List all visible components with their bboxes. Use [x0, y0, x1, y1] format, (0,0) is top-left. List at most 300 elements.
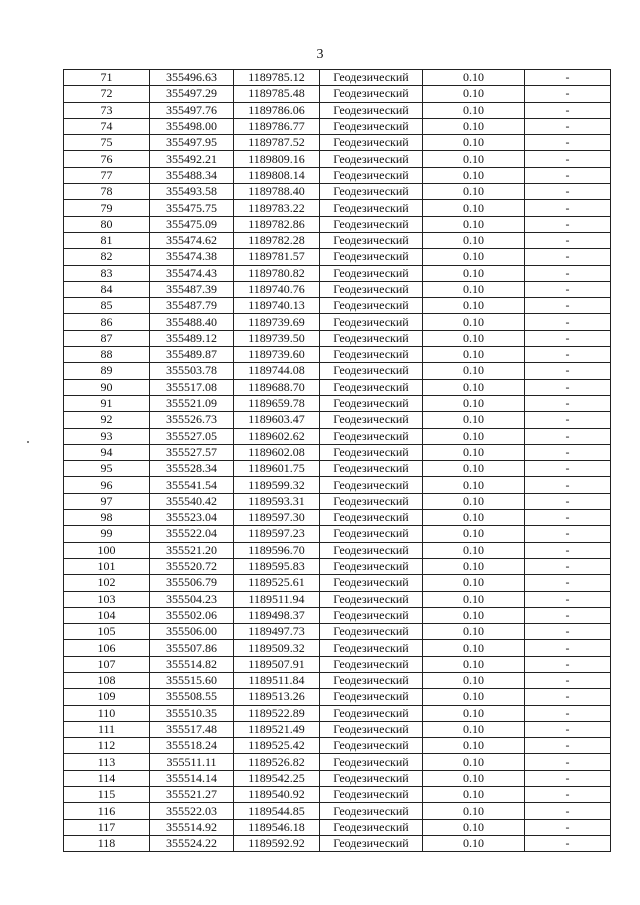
- y-coordinate-cell: 1189542.25: [234, 770, 320, 786]
- description-cell: -: [525, 281, 611, 297]
- method-cell: Геодезический: [320, 86, 423, 102]
- method-cell: Геодезический: [320, 118, 423, 134]
- accuracy-cell: 0.10: [423, 265, 525, 281]
- x-coordinate-cell: 355515.60: [150, 672, 234, 688]
- accuracy-cell: 0.10: [423, 477, 525, 493]
- y-coordinate-cell: 1189785.12: [234, 70, 320, 86]
- accuracy-cell: 0.10: [423, 656, 525, 672]
- description-cell: -: [525, 167, 611, 183]
- accuracy-cell: 0.10: [423, 184, 525, 200]
- description-cell: -: [525, 624, 611, 640]
- y-coordinate-cell: 1189783.22: [234, 200, 320, 216]
- table-row: [64, 526, 611, 542]
- point-number-cell: 88: [64, 347, 150, 363]
- y-coordinate-cell: 1189739.69: [234, 314, 320, 330]
- x-coordinate-cell: 355503.78: [150, 363, 234, 379]
- table-row: [64, 461, 611, 477]
- y-coordinate-cell: 1189809.16: [234, 151, 320, 167]
- y-coordinate-cell: 1189521.49: [234, 721, 320, 737]
- x-coordinate-cell: 355474.38: [150, 249, 234, 265]
- point-number-cell: 100: [64, 542, 150, 558]
- table-row: [64, 347, 611, 363]
- x-coordinate-cell: 355498.00: [150, 118, 234, 134]
- accuracy-cell: 0.10: [423, 803, 525, 819]
- y-coordinate-cell: 1189740.13: [234, 298, 320, 314]
- y-coordinate-cell: 1189739.60: [234, 347, 320, 363]
- y-coordinate-cell: 1189740.76: [234, 281, 320, 297]
- table-row: [64, 705, 611, 721]
- x-coordinate-cell: 355497.95: [150, 135, 234, 151]
- point-number-cell: 107: [64, 656, 150, 672]
- method-cell: Геодезический: [320, 135, 423, 151]
- x-coordinate-cell: 355475.09: [150, 216, 234, 232]
- table-row: [64, 200, 611, 216]
- description-cell: -: [525, 607, 611, 623]
- point-number-cell: 73: [64, 102, 150, 118]
- accuracy-cell: 0.10: [423, 640, 525, 656]
- point-number-cell: 86: [64, 314, 150, 330]
- accuracy-cell: 0.10: [423, 428, 525, 444]
- accuracy-cell: 0.10: [423, 526, 525, 542]
- table-row: [64, 542, 611, 558]
- accuracy-cell: 0.10: [423, 607, 525, 623]
- coordinates-table: [63, 69, 611, 852]
- x-coordinate-cell: 355526.73: [150, 412, 234, 428]
- x-coordinate-cell: 355527.05: [150, 428, 234, 444]
- accuracy-cell: 0.10: [423, 819, 525, 835]
- table-row: [64, 298, 611, 314]
- method-cell: Геодезический: [320, 526, 423, 542]
- description-cell: -: [525, 232, 611, 248]
- accuracy-cell: 0.10: [423, 575, 525, 591]
- x-coordinate-cell: 355475.75: [150, 200, 234, 216]
- point-number-cell: 89: [64, 363, 150, 379]
- description-cell: -: [525, 705, 611, 721]
- description-cell: -: [525, 428, 611, 444]
- description-cell: -: [525, 135, 611, 151]
- method-cell: Геодезический: [320, 640, 423, 656]
- y-coordinate-cell: 1189597.23: [234, 526, 320, 542]
- table-row: [64, 738, 611, 754]
- description-cell: -: [525, 86, 611, 102]
- method-cell: Геодезический: [320, 102, 423, 118]
- table-row: [64, 249, 611, 265]
- y-coordinate-cell: 1189593.31: [234, 493, 320, 509]
- description-cell: -: [525, 102, 611, 118]
- y-coordinate-cell: 1189781.57: [234, 249, 320, 265]
- table-row: [64, 428, 611, 444]
- description-cell: -: [525, 330, 611, 346]
- method-cell: Геодезический: [320, 232, 423, 248]
- point-number-cell: 83: [64, 265, 150, 281]
- method-cell: Геодезический: [320, 412, 423, 428]
- point-number-cell: 109: [64, 689, 150, 705]
- table-body: [64, 70, 611, 852]
- method-cell: Геодезический: [320, 819, 423, 835]
- point-number-cell: 81: [64, 232, 150, 248]
- y-coordinate-cell: 1189511.84: [234, 672, 320, 688]
- point-number-cell: 115: [64, 787, 150, 803]
- method-cell: Геодезический: [320, 770, 423, 786]
- table-row: [64, 721, 611, 737]
- y-coordinate-cell: 1189509.32: [234, 640, 320, 656]
- table-row: [64, 444, 611, 460]
- table-row: [64, 689, 611, 705]
- x-coordinate-cell: 355489.12: [150, 330, 234, 346]
- table-row: [64, 314, 611, 330]
- table-row: [64, 395, 611, 411]
- method-cell: Геодезический: [320, 493, 423, 509]
- method-cell: Геодезический: [320, 754, 423, 770]
- description-cell: -: [525, 412, 611, 428]
- y-coordinate-cell: 1189522.89: [234, 705, 320, 721]
- accuracy-cell: 0.10: [423, 86, 525, 102]
- point-number-cell: 84: [64, 281, 150, 297]
- x-coordinate-cell: 355521.27: [150, 787, 234, 803]
- y-coordinate-cell: 1189782.86: [234, 216, 320, 232]
- point-number-cell: 85: [64, 298, 150, 314]
- table-row: [64, 167, 611, 183]
- description-cell: -: [525, 363, 611, 379]
- y-coordinate-cell: 1189525.42: [234, 738, 320, 754]
- y-coordinate-cell: 1189739.50: [234, 330, 320, 346]
- accuracy-cell: 0.10: [423, 330, 525, 346]
- x-coordinate-cell: 355514.14: [150, 770, 234, 786]
- table-row: [64, 591, 611, 607]
- point-number-cell: 106: [64, 640, 150, 656]
- point-number-cell: 116: [64, 803, 150, 819]
- table-row: [64, 102, 611, 118]
- method-cell: Геодезический: [320, 216, 423, 232]
- table-row: [64, 184, 611, 200]
- accuracy-cell: 0.10: [423, 395, 525, 411]
- y-coordinate-cell: 1189602.08: [234, 444, 320, 460]
- description-cell: -: [525, 379, 611, 395]
- accuracy-cell: 0.10: [423, 232, 525, 248]
- y-coordinate-cell: 1189788.40: [234, 184, 320, 200]
- description-cell: -: [525, 510, 611, 526]
- accuracy-cell: 0.10: [423, 102, 525, 118]
- accuracy-cell: 0.10: [423, 379, 525, 395]
- method-cell: Геодезический: [320, 558, 423, 574]
- point-number-cell: 77: [64, 167, 150, 183]
- y-coordinate-cell: 1189782.28: [234, 232, 320, 248]
- description-cell: -: [525, 558, 611, 574]
- table-row: [64, 656, 611, 672]
- method-cell: Геодезический: [320, 167, 423, 183]
- x-coordinate-cell: 355540.42: [150, 493, 234, 509]
- point-number-cell: 111: [64, 721, 150, 737]
- x-coordinate-cell: 355517.08: [150, 379, 234, 395]
- point-number-cell: 80: [64, 216, 150, 232]
- x-coordinate-cell: 355474.62: [150, 232, 234, 248]
- point-number-cell: 102: [64, 575, 150, 591]
- description-cell: -: [525, 477, 611, 493]
- point-number-cell: 103: [64, 591, 150, 607]
- accuracy-cell: 0.10: [423, 249, 525, 265]
- accuracy-cell: 0.10: [423, 624, 525, 640]
- y-coordinate-cell: 1189808.14: [234, 167, 320, 183]
- description-cell: -: [525, 526, 611, 542]
- table-row: [64, 265, 611, 281]
- x-coordinate-cell: 355523.04: [150, 510, 234, 526]
- table-row: [64, 232, 611, 248]
- table-row: [64, 672, 611, 688]
- accuracy-cell: 0.10: [423, 493, 525, 509]
- point-number-cell: 93: [64, 428, 150, 444]
- accuracy-cell: 0.10: [423, 510, 525, 526]
- point-number-cell: 95: [64, 461, 150, 477]
- description-cell: -: [525, 542, 611, 558]
- description-cell: -: [525, 672, 611, 688]
- method-cell: Геодезический: [320, 184, 423, 200]
- method-cell: Геодезический: [320, 347, 423, 363]
- description-cell: -: [525, 591, 611, 607]
- point-number-cell: 78: [64, 184, 150, 200]
- accuracy-cell: 0.10: [423, 167, 525, 183]
- method-cell: Геодезический: [320, 835, 423, 851]
- method-cell: Геодезический: [320, 689, 423, 705]
- method-cell: Геодезический: [320, 738, 423, 754]
- x-coordinate-cell: 355489.87: [150, 347, 234, 363]
- method-cell: Геодезический: [320, 395, 423, 411]
- description-cell: -: [525, 640, 611, 656]
- y-coordinate-cell: 1189526.82: [234, 754, 320, 770]
- point-number-cell: 114: [64, 770, 150, 786]
- table-row: [64, 477, 611, 493]
- table-row: [64, 770, 611, 786]
- x-coordinate-cell: 355487.79: [150, 298, 234, 314]
- y-coordinate-cell: 1189540.92: [234, 787, 320, 803]
- accuracy-cell: 0.10: [423, 770, 525, 786]
- accuracy-cell: 0.10: [423, 835, 525, 851]
- method-cell: Геодезический: [320, 428, 423, 444]
- accuracy-cell: 0.10: [423, 363, 525, 379]
- table-row: [64, 281, 611, 297]
- description-cell: -: [525, 738, 611, 754]
- x-coordinate-cell: 355508.55: [150, 689, 234, 705]
- description-cell: -: [525, 493, 611, 509]
- point-number-cell: 72: [64, 86, 150, 102]
- x-coordinate-cell: 355511.11: [150, 754, 234, 770]
- table-row: [64, 86, 611, 102]
- point-number-cell: 110: [64, 705, 150, 721]
- accuracy-cell: 0.10: [423, 412, 525, 428]
- point-number-cell: 118: [64, 835, 150, 851]
- accuracy-cell: 0.10: [423, 216, 525, 232]
- accuracy-cell: 0.10: [423, 347, 525, 363]
- table-row: [64, 216, 611, 232]
- accuracy-cell: 0.10: [423, 461, 525, 477]
- page-number: 3: [316, 47, 324, 62]
- description-cell: -: [525, 803, 611, 819]
- method-cell: Геодезический: [320, 477, 423, 493]
- description-cell: -: [525, 184, 611, 200]
- table-row: [64, 803, 611, 819]
- method-cell: Геодезический: [320, 591, 423, 607]
- method-cell: Геодезический: [320, 70, 423, 86]
- accuracy-cell: 0.10: [423, 118, 525, 134]
- method-cell: Геодезический: [320, 575, 423, 591]
- x-coordinate-cell: 355474.43: [150, 265, 234, 281]
- x-coordinate-cell: 355521.20: [150, 542, 234, 558]
- table-row: [64, 510, 611, 526]
- method-cell: Геодезический: [320, 510, 423, 526]
- description-cell: -: [525, 656, 611, 672]
- description-cell: -: [525, 754, 611, 770]
- table-row: [64, 379, 611, 395]
- accuracy-cell: 0.10: [423, 721, 525, 737]
- table-row: [64, 819, 611, 835]
- method-cell: Геодезический: [320, 265, 423, 281]
- point-number-cell: 108: [64, 672, 150, 688]
- table-row: [64, 70, 611, 86]
- accuracy-cell: 0.10: [423, 672, 525, 688]
- point-number-cell: 91: [64, 395, 150, 411]
- method-cell: Геодезический: [320, 672, 423, 688]
- description-cell: -: [525, 461, 611, 477]
- description-cell: -: [525, 265, 611, 281]
- accuracy-cell: 0.10: [423, 689, 525, 705]
- point-number-cell: 92: [64, 412, 150, 428]
- description-cell: -: [525, 314, 611, 330]
- point-number-cell: 104: [64, 607, 150, 623]
- y-coordinate-cell: 1189544.85: [234, 803, 320, 819]
- point-number-cell: 75: [64, 135, 150, 151]
- y-coordinate-cell: 1189785.48: [234, 86, 320, 102]
- description-cell: -: [525, 216, 611, 232]
- x-coordinate-cell: 355506.79: [150, 575, 234, 591]
- y-coordinate-cell: 1189744.08: [234, 363, 320, 379]
- method-cell: Геодезический: [320, 281, 423, 297]
- accuracy-cell: 0.10: [423, 200, 525, 216]
- x-coordinate-cell: 355528.34: [150, 461, 234, 477]
- table-row: [64, 363, 611, 379]
- method-cell: Геодезический: [320, 444, 423, 460]
- y-coordinate-cell: 1189498.37: [234, 607, 320, 623]
- description-cell: -: [525, 151, 611, 167]
- table-row: [64, 575, 611, 591]
- point-number-cell: 71: [64, 70, 150, 86]
- point-number-cell: 97: [64, 493, 150, 509]
- x-coordinate-cell: 355502.06: [150, 607, 234, 623]
- scan-speck: [27, 441, 29, 443]
- description-cell: -: [525, 787, 611, 803]
- method-cell: Геодезический: [320, 656, 423, 672]
- description-cell: -: [525, 689, 611, 705]
- method-cell: Геодезический: [320, 721, 423, 737]
- method-cell: Геодезический: [320, 787, 423, 803]
- description-cell: -: [525, 347, 611, 363]
- point-number-cell: 99: [64, 526, 150, 542]
- method-cell: Геодезический: [320, 624, 423, 640]
- y-coordinate-cell: 1189603.47: [234, 412, 320, 428]
- accuracy-cell: 0.10: [423, 558, 525, 574]
- x-coordinate-cell: 355510.35: [150, 705, 234, 721]
- description-cell: -: [525, 70, 611, 86]
- method-cell: Геодезический: [320, 363, 423, 379]
- point-number-cell: 105: [64, 624, 150, 640]
- method-cell: Геодезический: [320, 379, 423, 395]
- method-cell: Геодезический: [320, 705, 423, 721]
- x-coordinate-cell: 355517.48: [150, 721, 234, 737]
- x-coordinate-cell: 355487.39: [150, 281, 234, 297]
- x-coordinate-cell: 355488.40: [150, 314, 234, 330]
- y-coordinate-cell: 1189592.92: [234, 835, 320, 851]
- accuracy-cell: 0.10: [423, 298, 525, 314]
- description-cell: -: [525, 118, 611, 134]
- x-coordinate-cell: 355522.03: [150, 803, 234, 819]
- x-coordinate-cell: 355527.57: [150, 444, 234, 460]
- x-coordinate-cell: 355506.00: [150, 624, 234, 640]
- point-number-cell: 76: [64, 151, 150, 167]
- accuracy-cell: 0.10: [423, 70, 525, 86]
- method-cell: Геодезический: [320, 314, 423, 330]
- y-coordinate-cell: 1189601.75: [234, 461, 320, 477]
- description-cell: -: [525, 200, 611, 216]
- description-cell: -: [525, 721, 611, 737]
- point-number-cell: 87: [64, 330, 150, 346]
- x-coordinate-cell: 355496.63: [150, 70, 234, 86]
- table-row: [64, 135, 611, 151]
- x-coordinate-cell: 355488.34: [150, 167, 234, 183]
- y-coordinate-cell: 1189786.06: [234, 102, 320, 118]
- method-cell: Геодезический: [320, 249, 423, 265]
- x-coordinate-cell: 355497.76: [150, 102, 234, 118]
- x-coordinate-cell: 355492.21: [150, 151, 234, 167]
- point-number-cell: 94: [64, 444, 150, 460]
- y-coordinate-cell: 1189786.77: [234, 118, 320, 134]
- y-coordinate-cell: 1189597.30: [234, 510, 320, 526]
- description-cell: -: [525, 298, 611, 314]
- point-number-cell: 79: [64, 200, 150, 216]
- table-row: [64, 493, 611, 509]
- point-number-cell: 98: [64, 510, 150, 526]
- x-coordinate-cell: 355507.86: [150, 640, 234, 656]
- table-row: [64, 607, 611, 623]
- accuracy-cell: 0.10: [423, 591, 525, 607]
- accuracy-cell: 0.10: [423, 314, 525, 330]
- point-number-cell: 74: [64, 118, 150, 134]
- y-coordinate-cell: 1189659.78: [234, 395, 320, 411]
- y-coordinate-cell: 1189513.26: [234, 689, 320, 705]
- accuracy-cell: 0.10: [423, 444, 525, 460]
- x-coordinate-cell: 355493.58: [150, 184, 234, 200]
- table-row: [64, 640, 611, 656]
- table-row: [64, 754, 611, 770]
- table-row: [64, 624, 611, 640]
- point-number-cell: 96: [64, 477, 150, 493]
- y-coordinate-cell: 1189688.70: [234, 379, 320, 395]
- method-cell: Геодезический: [320, 330, 423, 346]
- method-cell: Геодезический: [320, 151, 423, 167]
- accuracy-cell: 0.10: [423, 754, 525, 770]
- table-row: [64, 835, 611, 851]
- description-cell: -: [525, 249, 611, 265]
- y-coordinate-cell: 1189599.32: [234, 477, 320, 493]
- x-coordinate-cell: 355514.92: [150, 819, 234, 835]
- x-coordinate-cell: 355497.29: [150, 86, 234, 102]
- method-cell: Геодезический: [320, 607, 423, 623]
- x-coordinate-cell: 355541.54: [150, 477, 234, 493]
- method-cell: Геодезический: [320, 200, 423, 216]
- accuracy-cell: 0.10: [423, 738, 525, 754]
- accuracy-cell: 0.10: [423, 281, 525, 297]
- accuracy-cell: 0.10: [423, 787, 525, 803]
- y-coordinate-cell: 1189595.83: [234, 558, 320, 574]
- point-number-cell: 117: [64, 819, 150, 835]
- description-cell: -: [525, 819, 611, 835]
